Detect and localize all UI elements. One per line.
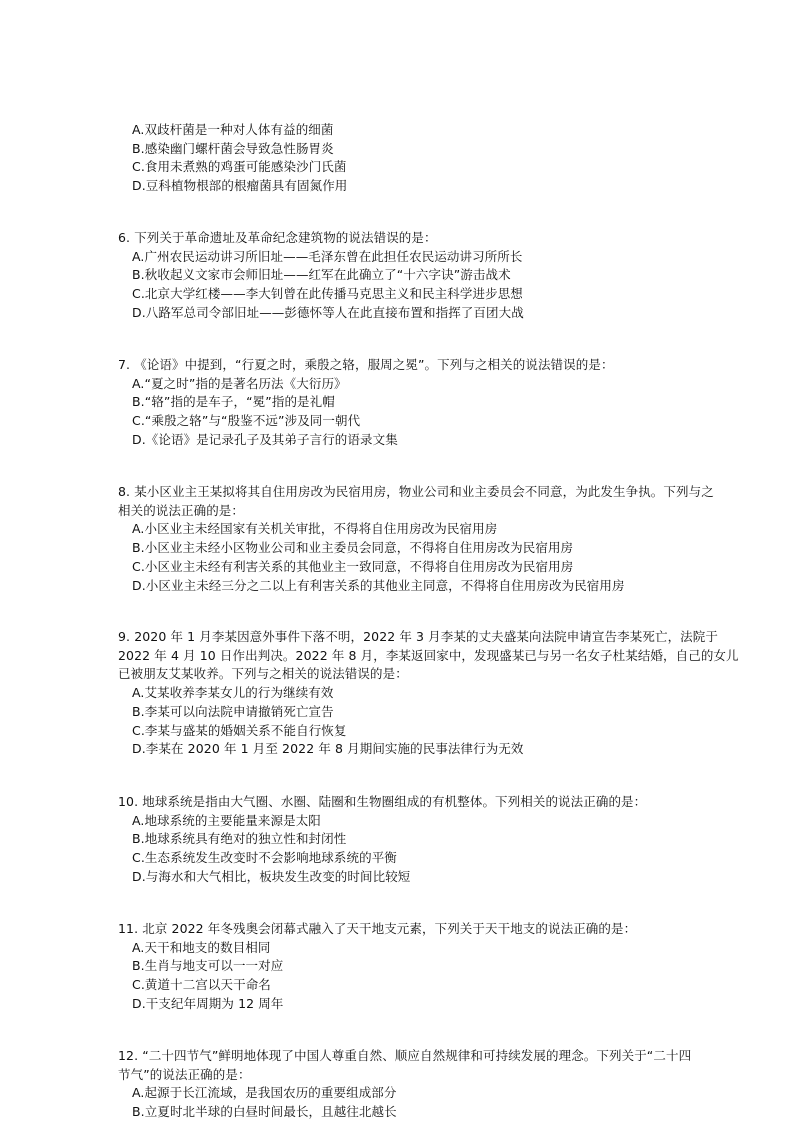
q8-option-c: C.小区业主未经有利害关系的其他业主一致同意，不得将自住用房改为民宿用房 bbox=[132, 558, 574, 574]
q12-option-a: A.起源于长江流域，是我国农历的重要组成部分 bbox=[132, 1085, 397, 1101]
question-10 bbox=[118, 793, 794, 887]
q7-option-a: A.“夏之时”指的是著名历法《大衍历》 bbox=[132, 375, 347, 391]
q9-stem-line-3: 已被朋友艾某收养。下列与之相关的说法错误的是： bbox=[118, 666, 408, 682]
q6-stem: 6. 下列关于革命遗址及革命纪念建筑物的说法错误的是： bbox=[118, 230, 437, 245]
q9-option-b: B.李某可以向法院申请撤销死亡宣告 bbox=[132, 703, 334, 719]
q7-option-b: B.“辂”指的是车子，“冕”指的是礼帽 bbox=[132, 394, 335, 410]
q9-stem-line-2: 2022 年 4 月 10 日作出判决。2022 年 8 月，李某返回家中，发现盛某已与另一名女子杜某结婚，自己的女儿 bbox=[118, 647, 739, 663]
q7-option-d: D.《论语》是记录孔子及其弟子言行的语录文集 bbox=[132, 431, 398, 447]
q5-option-b: B.感染幽门螺杆菌会导致急性肠胃炎 bbox=[132, 140, 334, 156]
question-6 bbox=[118, 229, 794, 323]
q8-option-d: D.小区业主未经三分之二以上有利害关系的其他业主同意，不得将自住用房改为民宿用房 bbox=[132, 577, 625, 593]
question-11 bbox=[118, 920, 794, 1014]
q11-option-c: C.黄道十二宫以天干命名 bbox=[132, 977, 271, 993]
q10-option-d: D.与海水和大气相比，板块发生改变的时间比较短 bbox=[132, 868, 411, 884]
q12-stem-line-2: 节气”的说法正确的是： bbox=[118, 1066, 251, 1082]
q8-stem-line-1: 8. 某小区业主王某拟将其自住用房改为民宿用房，物业公司和业主委员会不同意，为此发生争执。下列与之 bbox=[118, 484, 714, 499]
q10-option-a: A.地球系统的主要能量来源是太阳 bbox=[132, 812, 321, 828]
q12-option-b: B.立夏时北半球的白昼时间最长，且越往北越长 bbox=[132, 1104, 397, 1120]
q7-option-c: C.“乘殷之辂”与“殷鉴不远”涉及同一朝代 bbox=[132, 413, 361, 429]
q6-option-b: B.秋收起义文家市会师旧址——红军在此确立了“十六字诀”游击战术 bbox=[132, 267, 511, 283]
question-5 bbox=[132, 121, 794, 196]
q8-option-a: A.小区业主未经国家有关机关审批，不得将自住用房改为民宿用房 bbox=[132, 521, 498, 537]
question-7 bbox=[118, 356, 794, 450]
q5-option-a: A.双歧杆菌是一种对人体有益的细菌 bbox=[132, 122, 334, 137]
q6-option-d: D.八路军总司令部旧址——彭德怀等人在此直接布置和指挥了百团大战 bbox=[132, 304, 524, 320]
q5-option-c: C.食用未煮熟的鸡蛋可能感染沙门氏菌 bbox=[132, 159, 347, 175]
q9-stem-line-1: 9. 2020 年 1 月李某因意外事件下落不明，2022 年 3 月李某的丈夫盛某向法院申请宣告李某死亡，法院于 bbox=[118, 629, 718, 644]
q10-option-c: C.生态系统发生改变时不会影响地球系统的平衡 bbox=[132, 850, 397, 866]
q6-option-c: C.北京大学红楼——李大钊曾在此传播马克思主义和民主科学进步思想 bbox=[132, 286, 523, 302]
q11-option-b: B.生肖与地支可以一一对应 bbox=[132, 958, 284, 974]
q10-stem: 10. 地球系统是指由大气圈、水圈、陆圈和生物圈组成的有机整体。下列相关的说法正确的是： bbox=[118, 794, 647, 809]
q5-option-d: D.豆科植物根部的根瘤菌具有固氮作用 bbox=[132, 178, 348, 194]
question-8 bbox=[118, 483, 794, 595]
q8-option-b: B.小区业主未经小区物业公司和业主委员会同意，不得将自住用房改为民宿用房 bbox=[132, 540, 574, 556]
question-9 bbox=[118, 628, 794, 759]
q11-option-a: A.天干和地支的数目相同 bbox=[132, 939, 271, 955]
q11-stem: 11. 北京 2022 年冬残奥会闭幕式融入了天干地支元素，下列关于天干地支的说法正确的是： bbox=[118, 921, 637, 936]
question-12 bbox=[118, 1047, 794, 1122]
q10-option-b: B.地球系统具有绝对的独立性和封闭性 bbox=[132, 831, 347, 847]
q9-option-a: A.艾某收养李某女儿的行为继续有效 bbox=[132, 685, 334, 701]
q6-option-a: A.广州农民运动讲习所旧址——毛泽东曾在此担任农民运动讲习所所长 bbox=[132, 248, 523, 264]
q12-stem-line-1: 12. “二十四节气”鲜明地体现了中国人尊重自然、顺应自然规律和可持续发展的理念。下列关于“二十四 bbox=[118, 1048, 692, 1063]
q9-option-d: D.李某在 2020 年 1 月至 2022 年 8 月期间实施的民事法律行为无效 bbox=[132, 741, 524, 757]
q8-stem-line-2: 相关的说法正确的是： bbox=[118, 502, 245, 518]
q9-option-c: C.李某与盛某的婚姻关系不能自行恢复 bbox=[132, 722, 347, 738]
q11-option-d: D.干支纪年周期为 12 周年 bbox=[132, 995, 284, 1011]
q7-stem: 7. 《论语》中提到，“行夏之时，乘殷之辂，服周之冕”。下列与之相关的说法错误的是： bbox=[118, 357, 614, 372]
